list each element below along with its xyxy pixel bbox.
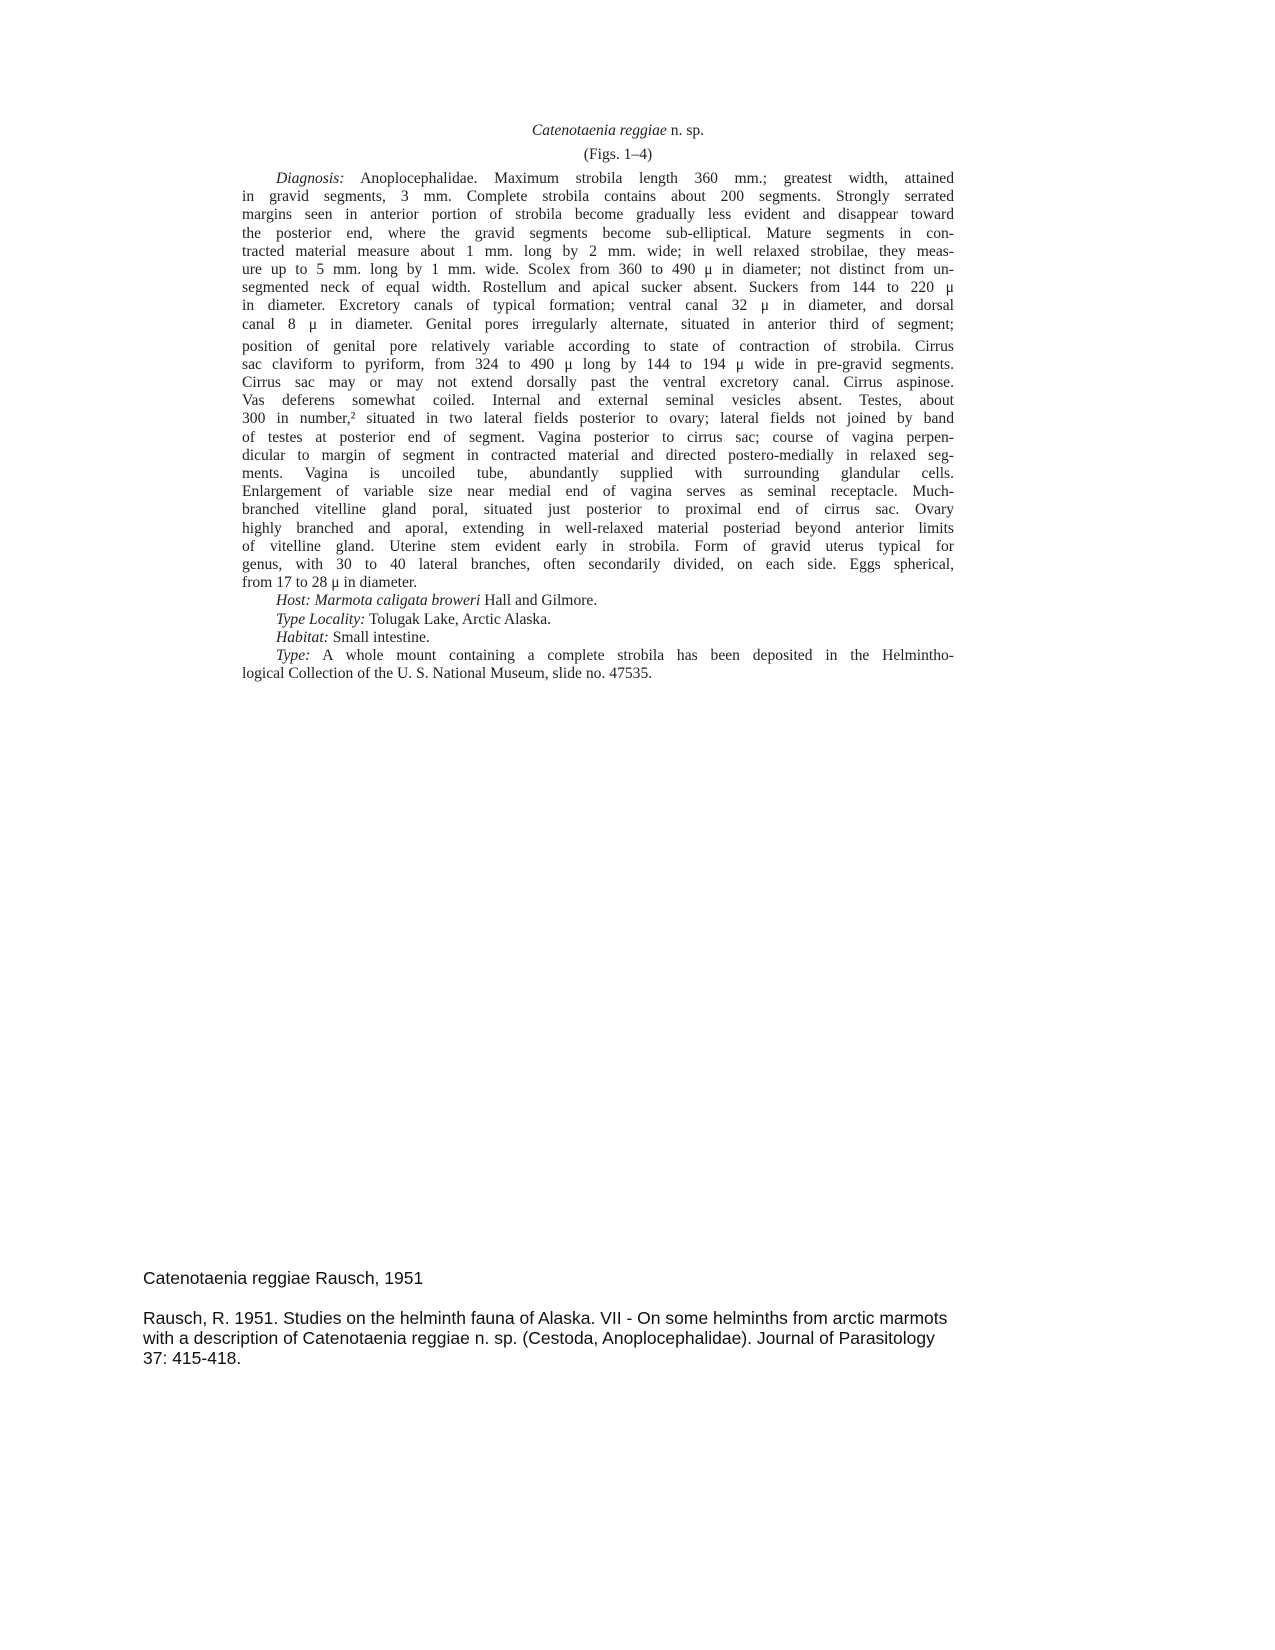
text-run: of vitelline gland. Uterine stem evident early in strobila. Form of gravid uterus typical for — [242, 537, 954, 555]
italic-text: Type Locality: — [276, 610, 366, 628]
text-line — [242, 574, 954, 592]
text-run: segmented neck of equal width. Rostellum and apical sucker absent. Suckers from 144 to 220 μ — [242, 279, 954, 297]
text-run: margins seen in anterior portion of strobila become gradually less evident and disappear toward — [242, 206, 954, 224]
description-body — [242, 170, 954, 683]
figure-reference: (Figs. 1–4) — [583, 146, 653, 163]
text-run: genus, with 30 to 40 lateral branches, often secondarily divided, on each side. Eggs spherical, — [242, 555, 954, 573]
text-line — [242, 410, 954, 428]
text-line — [242, 501, 954, 519]
citation-line: Rausch, R. 1951. Studies on the helminth fauna of Alaska. VII - On some helminths from arctic marmots — [143, 1308, 948, 1328]
text-line — [242, 338, 954, 356]
text-run: Hall and Gilmore. — [480, 592, 598, 610]
species-name: Catenotaenia reggiae — [531, 122, 667, 139]
text-run: Vas deferens somewhat coiled. Internal and external seminal vesicles absent. Testes, about — [242, 392, 954, 410]
italic-text: Type: — [276, 646, 311, 664]
text-line — [242, 665, 954, 683]
text-line — [242, 188, 954, 206]
text-run: tracted material measure about 1 mm. long by 2 mm. wide; in well relaxed strobilae, they meas- — [242, 242, 954, 260]
text-run: in diameter. Excretory canals of typical formation; ventral canal 32 μ in diameter, and dorsal — [242, 297, 954, 315]
text-run: ure up to 5 mm. long by 1 mm. wide. Scolex from 360 to 490 μ in diameter; not distinct from un- — [242, 260, 954, 278]
text-line — [242, 279, 954, 297]
text-run: 300 in number,² situated in two lateral fields posterior to ovary; lateral fields not joined by band — [242, 410, 954, 428]
species-heading — [282, 118, 954, 144]
italic-text: Marmota caligata broweri — [314, 592, 481, 610]
citation — [143, 1308, 1143, 1368]
text-run: highly branched and aporal, extending in well-relaxed material posteriad beyond anterior limits — [242, 519, 954, 537]
text-run: Tolugak Lake, Arctic Alaska. — [365, 610, 552, 628]
text-line — [242, 392, 954, 410]
italic-text: Diagnosis: — [276, 170, 345, 187]
text-line — [242, 629, 954, 647]
text-run: position of genital pore relatively variable according to state of contraction of strobila. Cirrus — [242, 337, 954, 355]
citation-line: with a description of Catenotaenia reggiae n. sp. (Cestoda, Anoplocephalidae). Journal of Parasitology — [143, 1328, 935, 1348]
text-run: sac claviform to pyriform, from 324 to 490 μ long by 144 to 194 μ wide in pre-gravid segments. — [242, 355, 954, 373]
text-line — [242, 611, 954, 629]
text-line — [242, 374, 954, 392]
text-run: Anoplocephalidae. Maximum strobila length 360 mm.; greatest width, attained — [344, 170, 954, 187]
text-line — [242, 206, 954, 224]
text-run: Small intestine. — [328, 628, 430, 646]
text-line — [242, 261, 954, 279]
text-line — [242, 538, 954, 556]
text-line — [242, 520, 954, 538]
footer-title: Catenotaenia reggiae Rausch, 1951 — [143, 1268, 424, 1288]
text-run: of testes at posterior end of segment. Vagina posterior to cirrus sac; course of vagina perpen- — [242, 428, 954, 446]
text-run: branched vitelline gland poral, situated just posterior to proximal end of cirrus sac. Ovary — [242, 501, 954, 519]
text-line — [242, 316, 954, 334]
text-line — [242, 297, 954, 315]
text-run: from 17 to 28 μ in diameter. — [242, 574, 418, 592]
text-run: canal 8 μ in diameter. Genital pores irregularly alternate, situated in anterior third of segment; — [242, 315, 954, 333]
text-line — [242, 556, 954, 574]
text-line — [242, 483, 954, 501]
text-run: A whole mount containing a complete strobila has been deposited in the Helmintho- — [310, 646, 954, 664]
italic-text: Host: — [276, 592, 311, 610]
text-run: logical Collection of the U. S. National Museum, slide no. 47535. — [242, 665, 653, 683]
italic-text: Habitat: — [276, 628, 329, 646]
text-line — [242, 243, 954, 261]
text-run: Cirrus sac may or may not extend dorsally past the ventral excretory canal. Cirrus aspinose. — [242, 374, 954, 392]
text-run: in gravid segments, 3 mm. Complete strobila contains about 200 segments. Strongly serrated — [242, 188, 954, 206]
text-line — [242, 647, 954, 665]
text-line — [242, 170, 954, 188]
text-line — [242, 356, 954, 374]
text-line — [242, 225, 954, 243]
text-line — [242, 465, 954, 483]
text-run: dicular to margin of segment in contracted material and directed postero-medially in relaxed seg- — [242, 446, 954, 464]
species-suffix: n. sp. — [670, 122, 705, 139]
scanned-page-excerpt — [242, 118, 954, 683]
text-line — [242, 429, 954, 447]
text-line — [242, 592, 954, 610]
text-line — [242, 447, 954, 465]
text-run: ments. Vagina is uncoiled tube, abundantly supplied with surrounding glandular cells. — [242, 465, 954, 482]
text-run: Enlargement of variable size near medial end of vagina serves as seminal receptacle. Much- — [242, 483, 954, 501]
citation-line: 37: 415-418. — [143, 1348, 242, 1368]
text-run: the posterior end, where the gravid segments become sub-elliptical. Mature segments in con- — [242, 224, 954, 242]
